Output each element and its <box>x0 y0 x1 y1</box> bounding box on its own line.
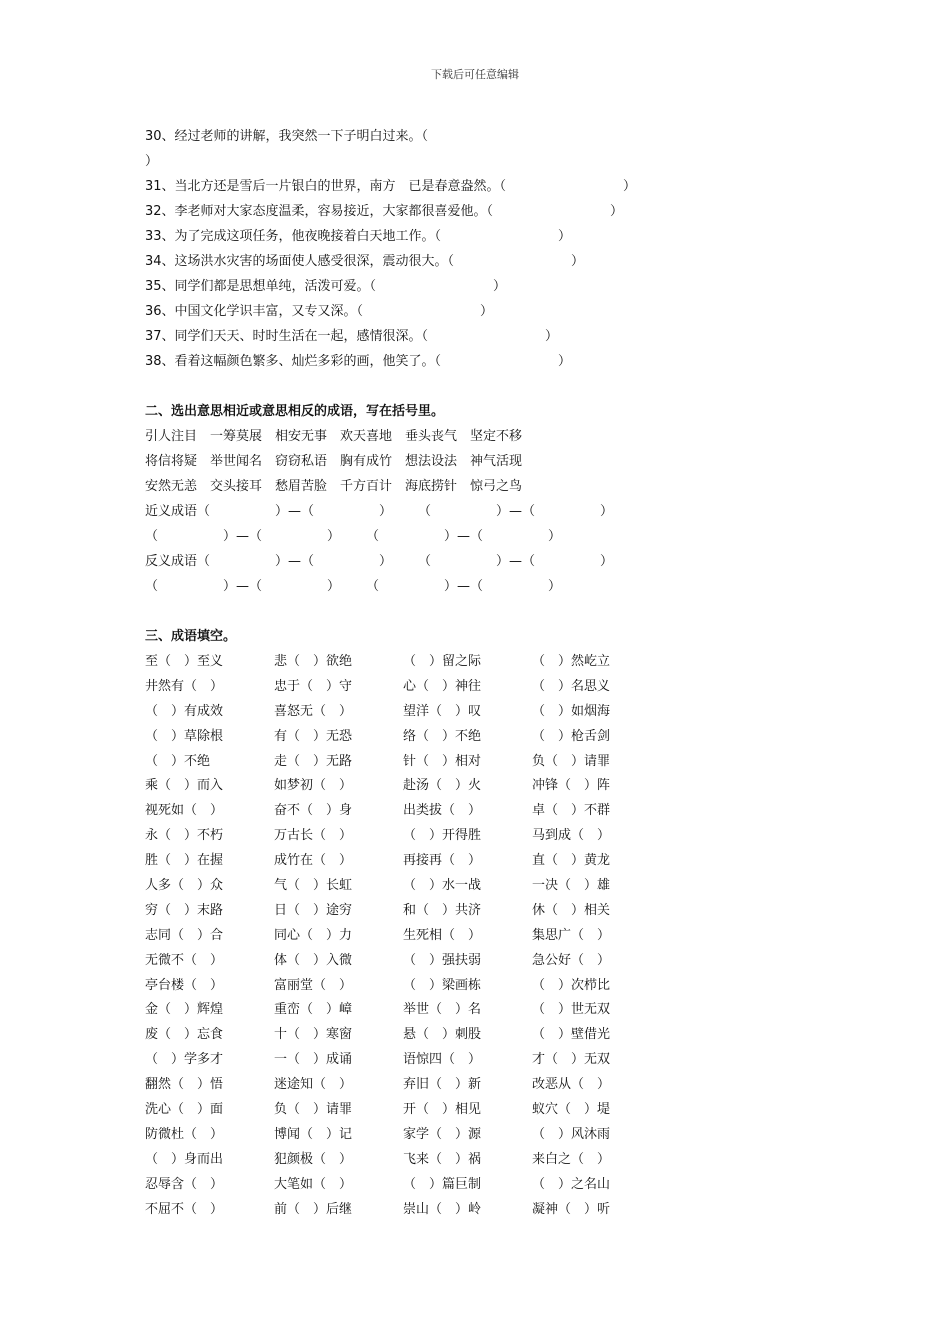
idiom-row <box>145 997 705 1022</box>
idiom-row <box>145 749 705 774</box>
idiom-cell: （ ）梁画栋 <box>403 977 482 993</box>
idiom-cell: 视死如（ ） <box>145 803 224 819</box>
idiom-cell: （ ）水一战 <box>403 878 482 894</box>
idiom-cell: 出类拔（ ） <box>403 803 482 819</box>
idiom-cell: 才（ ）无双 <box>532 1052 611 1068</box>
antonym-answer-line: （ ）—（ ） （ ）—（ ） <box>145 579 562 594</box>
idiom-cell: 蚁穴（ ）堤 <box>532 1102 611 1118</box>
idiom-cell: 喜怒无（ ） <box>274 703 353 719</box>
idiom-row <box>145 798 705 823</box>
sentence-38: 38、看着这幅颜色繁多、灿烂多彩的画，他笑了。（ ） <box>145 354 572 369</box>
document-body <box>145 124 705 1221</box>
idiom-cell: （ ）然屹立 <box>532 654 611 669</box>
idiom-cell: 忠于（ ）守 <box>274 678 353 694</box>
idiom-cell: 赴汤（ ）火 <box>403 778 482 794</box>
idiom-cell: 冲锋（ ）阵 <box>532 778 611 794</box>
idiom-cell: 忍辱含（ ） <box>145 1176 224 1192</box>
idiom-cell: 弃旧（ ）新 <box>403 1077 482 1093</box>
sentence-32: 32、李老师对大家态度温柔，容易接近，大家都很喜爱他。（ ） <box>145 204 624 219</box>
idiom-cell: 开（ ）相见 <box>403 1102 482 1118</box>
idiom-cell: 络（ ）不绝 <box>403 728 482 744</box>
idiom-cell: （ ）如烟海 <box>532 703 611 719</box>
idiom-row <box>145 1097 705 1122</box>
idiom-cell: 凝神（ ）听 <box>532 1201 611 1217</box>
idiom-cell: （ ）壁借光 <box>532 1027 611 1043</box>
idiom-row <box>145 1172 705 1197</box>
antonym-answer-line: 反义成语（ ）—（ ） （ ）—（ ） <box>145 554 614 569</box>
section-3-title: 三、成语填空。 <box>145 629 237 644</box>
idiom-cell: 家学（ ）源 <box>403 1126 482 1142</box>
idiom-cell: 废（ ）忘食 <box>145 1027 224 1043</box>
idiom-cell: 翻然（ ）悟 <box>145 1077 224 1093</box>
idiom-cell: （ ）留之际 <box>403 654 482 669</box>
idiom-cell: 体（ ）入微 <box>274 952 353 968</box>
sentence-30-continued: ） <box>145 154 159 169</box>
idiom-cell: 亭台楼（ ） <box>145 977 224 993</box>
idiom-cell: 迷途知（ ） <box>274 1077 353 1093</box>
idiom-cell: （ ）草除根 <box>145 728 224 744</box>
idiom-list-line: 将信将疑 举世闻名 窃窃私语 胸有成竹 想法设法 神气活现 <box>145 454 523 469</box>
idiom-row <box>145 674 705 699</box>
idiom-cell: 无微不（ ） <box>145 952 224 968</box>
idiom-cell: 望洋（ ）叹 <box>403 703 482 719</box>
idiom-cell: 直（ ）黄龙 <box>532 853 611 869</box>
idiom-cell: 胜（ ）在握 <box>145 853 224 869</box>
idiom-cell: 如梦初（ ） <box>274 778 353 794</box>
idiom-cell: （ ）开得胜 <box>403 828 482 844</box>
section-3 <box>145 624 705 1221</box>
idiom-fill-grid <box>145 649 705 1221</box>
idiom-row <box>145 1047 705 1072</box>
idiom-row <box>145 823 705 848</box>
idiom-cell: 重峦（ ）嶂 <box>274 1002 353 1018</box>
idiom-cell: 气（ ）长虹 <box>274 878 353 894</box>
idiom-cell: 犯颜极（ ） <box>274 1151 353 1167</box>
idiom-cell: （ ）之名山 <box>532 1176 611 1192</box>
idiom-row <box>145 1122 705 1147</box>
idiom-cell: 前（ ）后继 <box>274 1201 353 1217</box>
idiom-cell: 崇山（ ）岭 <box>403 1201 482 1217</box>
idiom-cell: 集思广（ ） <box>532 927 611 943</box>
sentence-list <box>145 124 705 374</box>
idiom-cell: 心（ ）神往 <box>403 678 482 694</box>
idiom-row <box>145 649 705 674</box>
idiom-cell: （ ）风沐雨 <box>532 1126 611 1142</box>
idiom-row <box>145 773 705 798</box>
idiom-row <box>145 873 705 898</box>
idiom-row <box>145 923 705 948</box>
sentence-37: 37、同学们天天、时时生活在一起，感情很深。（ ） <box>145 329 559 344</box>
idiom-cell: 休（ ）相关 <box>532 902 611 918</box>
idiom-row <box>145 848 705 873</box>
idiom-cell: 负（ ）请罪 <box>532 753 611 769</box>
idiom-cell: 井然有（ ） <box>145 678 224 694</box>
page-header: 下载后可任意编辑 <box>431 68 519 81</box>
idiom-cell: 语惊四（ ） <box>403 1052 482 1068</box>
idiom-cell: （ ）学多才 <box>145 1052 224 1068</box>
sentence-36: 36、中国文化学识丰富，又专又深。（ ） <box>145 304 494 319</box>
idiom-cell: 来白之（ ） <box>532 1151 611 1167</box>
idiom-cell: 负（ ）请罪 <box>274 1102 353 1118</box>
idiom-row <box>145 973 705 998</box>
idiom-cell: 一决（ ）雄 <box>532 878 611 894</box>
idiom-cell: 针（ ）相对 <box>403 753 482 769</box>
idiom-row <box>145 898 705 923</box>
idiom-row <box>145 1147 705 1172</box>
idiom-cell: 博闻（ ）记 <box>274 1126 353 1142</box>
idiom-cell: （ ）名思义 <box>532 678 611 694</box>
idiom-cell: （ ）篇巨制 <box>403 1176 482 1192</box>
idiom-cell: 穷（ ）末路 <box>145 902 224 918</box>
idiom-cell: （ ）身而出 <box>145 1151 224 1167</box>
idiom-cell: （ ）不绝 <box>145 753 211 769</box>
idiom-cell: 乘（ ）而入 <box>145 778 224 794</box>
idiom-cell: 日（ ）途穷 <box>274 902 353 918</box>
sentence-30: 30、经过老师的讲解，我突然一下子明白过来。（ <box>145 129 429 144</box>
idiom-cell: 志同（ ）合 <box>145 927 224 943</box>
idiom-cell: 奋不（ ）身 <box>274 803 353 819</box>
idiom-cell: 生死相（ ） <box>403 927 482 943</box>
idiom-cell: （ ）枪舌剑 <box>532 728 611 744</box>
synonym-answer-line: （ ）—（ ） （ ）—（ ） <box>145 529 562 544</box>
idiom-cell: 和（ ）共济 <box>403 902 482 918</box>
idiom-cell: 急公好（ ） <box>532 952 611 968</box>
sentence-33: 33、为了完成这项任务，他夜晚接着白天地工作。（ ） <box>145 229 572 244</box>
idiom-row <box>145 1197 705 1222</box>
idiom-cell: 悲（ ）欲绝 <box>274 654 353 669</box>
idiom-cell: 一（ ）成诵 <box>274 1052 353 1068</box>
idiom-list-line: 引人注目 一筹莫展 相安无事 欢天喜地 垂头丧气 坚定不移 <box>145 429 523 444</box>
idiom-cell: 洗心（ ）面 <box>145 1102 224 1118</box>
idiom-cell: 悬（ ）刺股 <box>403 1027 482 1043</box>
idiom-cell: （ ）强扶弱 <box>403 952 482 968</box>
idiom-cell: 举世（ ）名 <box>403 1002 482 1018</box>
idiom-row <box>145 1072 705 1097</box>
sentence-31: 31、当北方还是雪后一片银白的世界，南方 已是春意盎然。（ ） <box>145 179 637 194</box>
idiom-cell: 改恶从（ ） <box>532 1077 611 1093</box>
idiom-cell: 飞来（ ）祸 <box>403 1151 482 1167</box>
idiom-cell: 再接再（ ） <box>403 853 482 869</box>
idiom-cell: 同心（ ）力 <box>274 927 353 943</box>
idiom-cell: 卓（ ）不群 <box>532 803 611 819</box>
idiom-row <box>145 1022 705 1047</box>
idiom-cell: （ ）有成效 <box>145 703 224 719</box>
sentence-35: 35、同学们都是思想单纯，活泼可爱。（ ） <box>145 279 507 294</box>
idiom-cell: 马到成（ ） <box>532 828 611 844</box>
idiom-cell: （ ）次栉比 <box>532 977 611 993</box>
section-2 <box>145 399 705 599</box>
idiom-cell: 走（ ）无路 <box>274 753 353 769</box>
idiom-cell: 人多（ ）众 <box>145 878 224 894</box>
synonym-answer-line: 近义成语（ ）—（ ） （ ）—（ ） <box>145 504 614 519</box>
idiom-row <box>145 724 705 749</box>
idiom-cell: 万古长（ ） <box>274 828 353 844</box>
idiom-cell: 有（ ）无恐 <box>274 728 353 744</box>
idiom-cell: （ ）世无双 <box>532 1002 611 1018</box>
idiom-cell: 大笔如（ ） <box>274 1176 353 1192</box>
idiom-cell: 防微杜（ ） <box>145 1126 224 1142</box>
sentence-34: 34、这场洪水灾害的场面使人感受很深，震动很大。（ ） <box>145 254 585 269</box>
idiom-cell: 金（ ）辉煌 <box>145 1002 224 1018</box>
idiom-cell: 永（ ）不朽 <box>145 828 224 844</box>
idiom-list-line: 安然无恙 交头接耳 愁眉苦脸 千方百计 海底捞针 惊弓之鸟 <box>145 479 523 494</box>
section-2-title: 二、选出意思相近或意思相反的成语，写在括号里。 <box>145 404 445 419</box>
idiom-row <box>145 948 705 973</box>
idiom-row <box>145 699 705 724</box>
idiom-cell: 至（ ）至义 <box>145 654 224 669</box>
idiom-cell: 不屈不（ ） <box>145 1201 224 1217</box>
idiom-cell: 富丽堂（ ） <box>274 977 353 993</box>
idiom-cell: 成竹在（ ） <box>274 853 353 869</box>
idiom-cell: 十（ ）寒窗 <box>274 1027 353 1043</box>
